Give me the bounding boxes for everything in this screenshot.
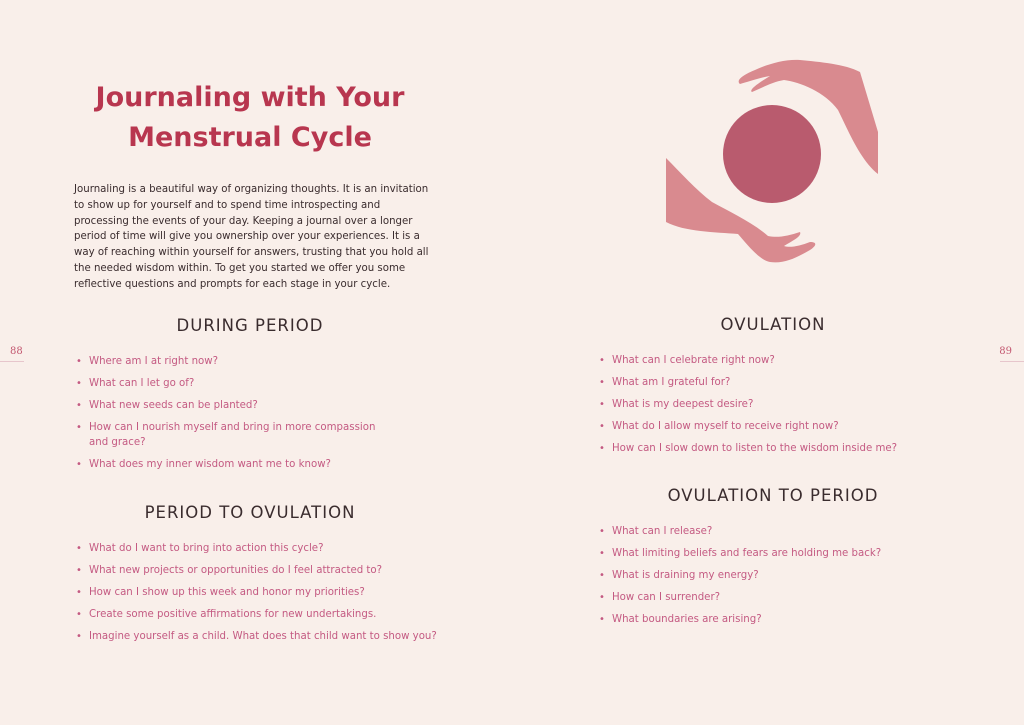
bullet-icon: • xyxy=(76,378,82,389)
bullet-icon: • xyxy=(76,422,82,433)
bullet-icon: • xyxy=(76,609,82,620)
prompt-text: What can I celebrate right now? xyxy=(612,355,775,366)
hands-circle-illustration xyxy=(660,52,890,272)
prompt-text: How can I surrender? xyxy=(612,592,721,603)
prompt-text: What can I release? xyxy=(612,526,713,537)
list-item xyxy=(74,354,404,369)
bullet-icon: • xyxy=(599,526,605,537)
prompt-text: What can I let go of? xyxy=(89,378,195,389)
list-item xyxy=(74,457,404,472)
bullet-icon: • xyxy=(76,400,82,411)
prompt-text: What do I allow myself to receive right now? xyxy=(612,421,839,432)
list-item xyxy=(74,585,454,600)
page-number-rule-right xyxy=(1000,361,1024,362)
heading-during-period: DURING PERIOD xyxy=(176,316,324,335)
prompt-text: What limiting beliefs and fears are holding me back? xyxy=(612,548,882,559)
prompt-text: What new seeds can be planted? xyxy=(89,400,258,411)
page-number-rule-left xyxy=(0,361,24,362)
list-item xyxy=(74,607,454,622)
list-item xyxy=(597,353,977,368)
list-item xyxy=(597,375,977,390)
prompt-text: What new projects or opportunities do I feel attracted to? xyxy=(89,565,383,576)
list-item xyxy=(597,546,977,561)
list-item xyxy=(597,397,977,412)
list-ovulation-to-period xyxy=(597,524,977,634)
prompt-text: Create some positive affirmations for new undertakings. xyxy=(89,609,377,620)
list-item xyxy=(74,376,404,391)
title-line-1: Journaling with Your xyxy=(95,82,405,113)
prompt-text: What boundaries are arising? xyxy=(612,614,762,625)
list-item xyxy=(74,541,454,556)
bullet-icon: • xyxy=(599,592,605,603)
list-item xyxy=(74,629,454,644)
list-item xyxy=(597,612,977,627)
bullet-icon: • xyxy=(599,443,605,454)
bullet-icon: • xyxy=(76,459,82,470)
list-item xyxy=(74,563,454,578)
list-item xyxy=(74,420,389,450)
bullet-icon: • xyxy=(599,355,605,366)
prompt-text: Where am I at right now? xyxy=(89,356,218,367)
prompt-text: What does my inner wisdom want me to know? xyxy=(89,459,331,470)
list-item xyxy=(74,398,404,413)
prompt-text: How can I show up this week and honor my priorities? xyxy=(89,587,365,598)
bullet-icon: • xyxy=(76,587,82,598)
prompt-text: How can I nourish myself and bring in more compassion and grace? xyxy=(89,422,376,448)
bullet-icon: • xyxy=(599,548,605,559)
page-number-right: 89 xyxy=(999,346,1012,357)
prompt-text: What am I grateful for? xyxy=(612,377,731,388)
title-line-2: Menstrual Cycle xyxy=(128,122,372,153)
bullet-icon: • xyxy=(76,631,82,642)
bullet-icon: • xyxy=(76,356,82,367)
heading-period-to-ovulation: PERIOD TO OVULATION xyxy=(144,503,356,522)
prompt-text: What is my deepest desire? xyxy=(612,399,754,410)
list-ovulation xyxy=(597,353,977,463)
list-period-to-ovulation xyxy=(74,541,454,651)
bullet-icon: • xyxy=(599,570,605,581)
list-item xyxy=(597,568,977,583)
page-number-left: 88 xyxy=(10,346,23,357)
prompt-text: What do I want to bring into action this cycle? xyxy=(89,543,324,554)
list-item xyxy=(597,590,977,605)
list-item xyxy=(597,524,977,539)
bullet-icon: • xyxy=(76,565,82,576)
prompt-text: How can I slow down to listen to the wisdom inside me? xyxy=(612,443,898,454)
bullet-icon: • xyxy=(599,377,605,388)
hands-circle-icon xyxy=(660,52,890,272)
list-during-period xyxy=(74,354,404,479)
bullet-icon: • xyxy=(599,421,605,432)
bullet-icon: • xyxy=(76,543,82,554)
heading-ovulation: OVULATION xyxy=(720,315,826,334)
list-item xyxy=(597,441,977,456)
heading-ovulation-to-period: OVULATION TO PERIOD xyxy=(667,486,879,505)
prompt-text: What is draining my energy? xyxy=(612,570,759,581)
prompt-text: Imagine yourself as a child. What does that child want to show you? xyxy=(89,631,437,642)
list-item xyxy=(597,419,977,434)
bullet-icon: • xyxy=(599,399,605,410)
bullet-icon: • xyxy=(599,614,605,625)
intro-paragraph: Journaling is a beautiful way of organizing thoughts. It is an invitation to show up for yourself and to spend time introspecting and processing the events of your day. Keeping a journal over a longer period of time will give you ownership over your experiences. It is a way of reaching within yourself for answers, trusting that you hold all the needed wisdom within. To get you started we offer you some reflective questions and prompts for each stage in your cycle. xyxy=(74,184,429,290)
page-title xyxy=(70,78,430,158)
